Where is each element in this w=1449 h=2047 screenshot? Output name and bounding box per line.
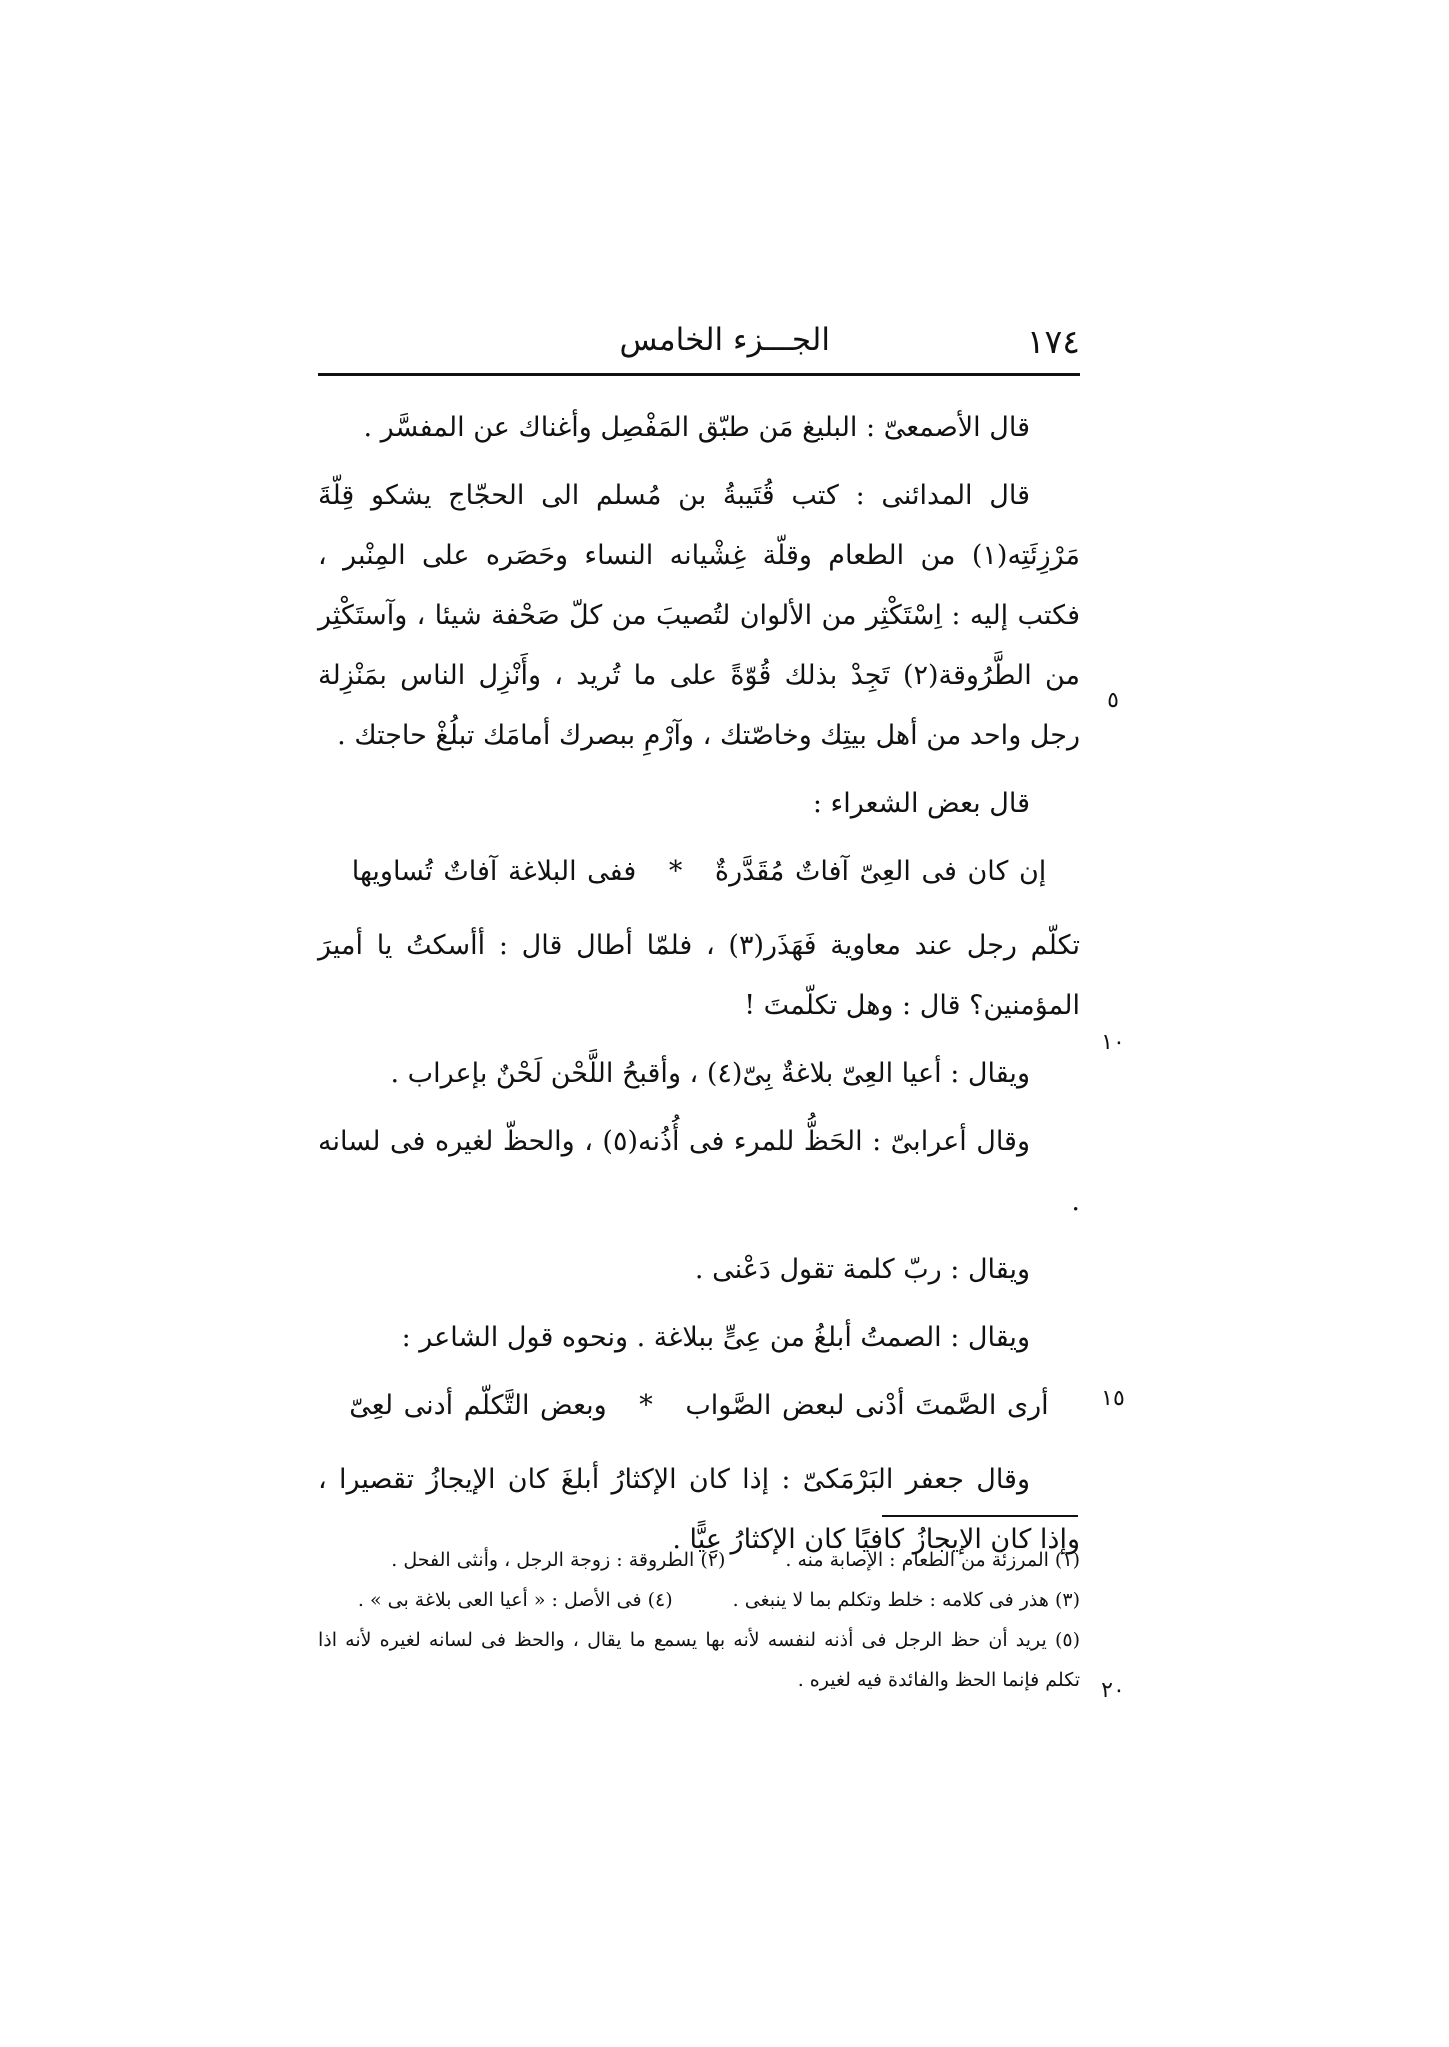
verse-1-separator: * [668,856,683,887]
line-number-15: ١٥ [1101,1386,1125,1411]
footnotes [318,1540,1080,1700]
paragraph-barmaki: وقال جعفر البَرْمَكىّ : إذا كان الإكثارُ أبلغَ كان الإيجازُ تقصيرا ، وإذا كان الإيجازُ كافيًا كان الإكثارُ عِيًّا . [318,1464,1080,1555]
footnote-4: (٤) فى الأصل : « أعيا العى بلاغة بى » . [357,1589,673,1611]
verse-2 [318,1376,1080,1436]
footnote-1: (١) المرزئة من الطعام : الإصابة منه . [785,1549,1080,1571]
page-number: ١٧٤ [1026,322,1080,361]
footnote-row-1 [318,1540,1080,1580]
paragraph-arabi: وقال أعرابىّ : الحَظُّ للمرء فى أُذُنه(٥) ، والحظّ لغيره فى لسانه . [318,1126,1080,1217]
verse-1-hemistich-1: إن كان فى العِىّ آفاتٌ مُقَدَّرةٌ [714,856,1047,887]
verse-2-hemistich-1: أرى الصَّمتَ أدْنى لبعض الصَّواب [685,1390,1049,1421]
paragraph-madaini: قال المدائنى : كتب قُتَيبةُ بن مُسلم الى الحجّاج يشكو قِلّةَ مَرْزِئَتِه(١) من الطعام وقلّة غِشْيانه النساء وحَصَره على المِنْبر ، فكتب إليه : اِسْتَكْثِر من الألوان لتُصيبَ من كلّ صَحْفة شيئا ، وآستَكْثِر من الطَّرُوقة(٢) تَجِدْ بذلك قُوّةً على ما تُريد ، وأَنْزِل الناس بمَنْزِلة رجل واحد من أهل بيتِك وخاصّتك ، وآرْمِ ببصرك أمامَك تبلُغْ حاجتك . [318,480,1081,751]
line-number-5: ٥ [1107,688,1119,713]
footnote-row-2 [318,1580,1080,1620]
page-header [318,318,1080,366]
paragraph-muawiya: تكلّم رجل عند معاوية فَهَذَر(٣) ، فلمّا أطال قال : أأسكتُ يا أميرَ المؤمنين؟ قال : وهل تكلّمتَ ! [318,930,1080,1021]
footnote-rule [882,1515,1078,1517]
line-number-20: ٢٠ [1101,1678,1125,1703]
verse-1 [318,842,1080,902]
footnote-3: (٣) هذر فى كلامه : خلط وتكلم بما لا ينبغى . [732,1589,1080,1611]
paragraph-saying-2: ويقال : ربّ كلمة تقول دَعْنى . [694,1254,1030,1285]
paragraph-poets-intro: قال بعض الشعراء : [812,788,1030,819]
footnote-2: (٢) الطروقة : زوجة الرجل ، وأنثى الفحل . [391,1549,726,1571]
header-rule [318,373,1080,376]
footnote-5: (٥) يريد أن حظ الرجل فى أذنه لنفسه لأنه بها يسمع ما يقال ، والحظ فى لسانه لغيره لأنه اذا تكلم فإنما الحظ والفائدة فيه لغيره . [318,1629,1080,1691]
paragraph-asmai: قال الأصمعىّ : البليغ مَن طبّق المَفْصِل وأغناك عن المفسَّر . [363,412,1030,443]
running-head: الجـــزء الخامس [619,322,830,358]
paragraph-saying-1: ويقال : أعيا العِىّ بلاغةٌ بِىّ(٤) ، وأقبحُ اللَّحْن لَحْنٌ بإعراب . [390,1058,1030,1089]
paragraph-saying-3: ويقال : الصمتُ أبلغُ من عِىٍّ ببلاغة . ونحوه قول الشاعر : [401,1322,1030,1353]
verse-1-hemistich-2: ففى البلاغة آفاتٌ تُساويها [351,856,637,887]
verse-2-hemistich-2: وبعض التَّكلّم أدنى لعِىّ [349,1390,607,1421]
line-number-10: ١٠ [1101,1030,1125,1055]
main-text [318,398,1080,1578]
verse-2-separator: * [639,1390,653,1421]
